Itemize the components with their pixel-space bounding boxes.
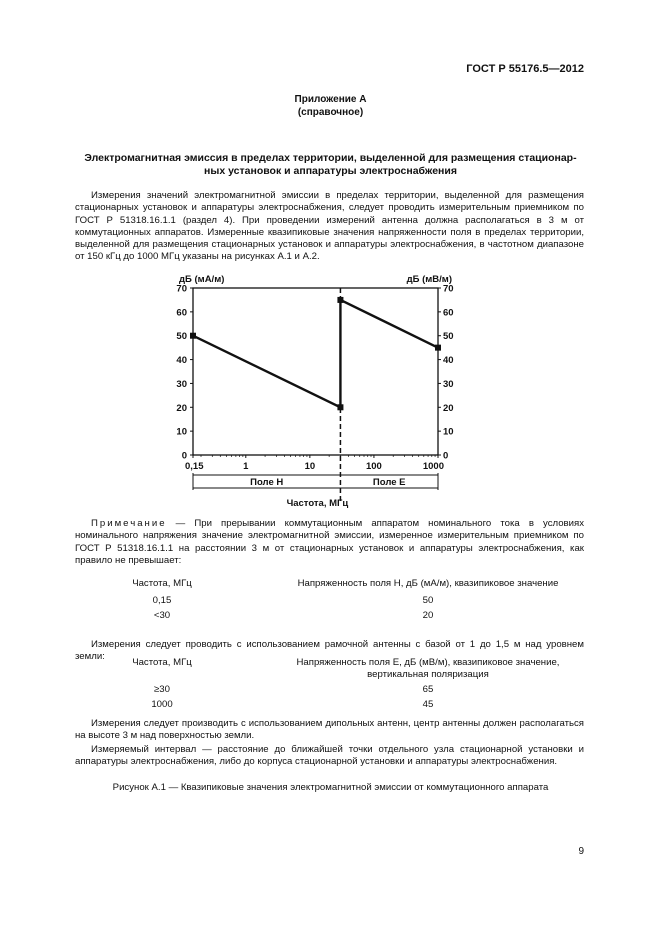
- y-right-tick-label: 60: [443, 307, 454, 319]
- y-right-tick-label: 20: [443, 402, 454, 414]
- y-right-tick-label: 0: [443, 450, 449, 462]
- y-left-tick-label: 50: [176, 331, 187, 343]
- section-title-line-2: ных установок и аппаратуры электроснабжения: [204, 165, 457, 177]
- appendix-heading: [0, 93, 661, 119]
- dipole-paragraph: Измерения следует производить с использованием дипольных антенн, центр антенны должен располагаться на высоте 3 м над поверхностью земли.: [75, 718, 584, 742]
- table-h-row-2-freq: <30: [153, 610, 171, 621]
- figure-caption: Рисунок А.1 — Квазипиковые значения электромагнитной эмиссии от коммутационного аппарата: [112, 782, 549, 793]
- loop-antenna-paragraph: Измерения следует проводить с использованием рамочной антенны с базой от 1 до 1,5 м над уровнем земли:: [75, 639, 584, 663]
- x-tick-label: 100: [365, 461, 382, 472]
- y-left-tick-label: 0: [181, 450, 187, 462]
- x-tick-label: 10: [304, 461, 316, 472]
- table-e-col2-header-line-2: вертикальная поляризация: [367, 669, 489, 680]
- table-e-row-2-freq: 1000: [151, 699, 173, 710]
- x-axis-label: Частота, МГц: [286, 498, 349, 509]
- table-h-row-2-value: 20: [422, 610, 434, 621]
- interval-paragraph: Измеряемый интервал — расстояние до ближайшей точки отдельного узла стационарной установки и аппаратуры электроснабжения, либо до корпуса стационарной установки и аппаратуры электроснабжения.: [75, 744, 584, 768]
- y-left-tick-label: 70: [176, 283, 187, 295]
- table-h-row-1-value: 50: [422, 595, 434, 606]
- y-right-tick-label: 50: [443, 331, 454, 343]
- y-left-tick-label: 10: [176, 426, 187, 438]
- table-e-col2-header: [283, 657, 573, 681]
- document-header: ГОСТ Р 55176.5—2012: [466, 63, 584, 75]
- y-right-tick-label: 70: [443, 283, 454, 295]
- series-line-1: [193, 300, 438, 407]
- table-e-col1-header: Частота, МГц: [132, 657, 192, 668]
- y-right-axis-label: дБ (мВ/м): [406, 274, 452, 285]
- appendix-subtitle: (справочное): [297, 107, 364, 118]
- emission-chart: [0, 268, 661, 513]
- y-right-tick-label: 10: [443, 426, 454, 438]
- data-point-marker: [337, 404, 343, 410]
- region-e-label: Поле Е: [372, 477, 406, 488]
- note-paragraph: [75, 518, 584, 567]
- appendix-title: Приложение А: [294, 94, 367, 105]
- data-point-marker: [435, 345, 441, 351]
- table-e-col2-header-line-1: Напряженность поля Е, дБ (мВ/м), квазипиковое значение,: [296, 657, 560, 668]
- plot-frame: [193, 288, 438, 455]
- y-left-tick-label: 60: [176, 307, 187, 319]
- y-left-tick-label: 20: [176, 402, 187, 414]
- section-title: [40, 152, 621, 178]
- table-h-col2-header: Напряженность поля Н, дБ (мА/м), квазипиковое значение: [297, 578, 559, 589]
- page-number: 9: [578, 846, 584, 857]
- table-e-row-1-freq: ≥30: [154, 684, 170, 695]
- table-h-col1-header: Частота, МГц: [132, 578, 192, 589]
- y-left-tick-label: 40: [176, 355, 187, 367]
- section-title-line-1: Электромагнитная эмиссия в пределах территории, выделенной для размещения стационар-: [84, 152, 577, 164]
- table-e-row-1-value: 65: [422, 684, 434, 695]
- table-h-row-1-freq: 0,15: [152, 595, 172, 606]
- note-label: Примечание: [91, 518, 167, 529]
- y-left-tick-label: 30: [176, 378, 187, 390]
- x-tick-label: 1: [243, 461, 249, 472]
- x-tick-label: 0,15: [185, 461, 204, 472]
- y-right-tick-label: 40: [443, 355, 454, 367]
- y-right-tick-label: 30: [443, 378, 454, 390]
- intro-paragraph: Измерения значений электромагнитной эмиссии в пределах территории, выделенной для размещения стационарных установок и аппаратуры электроснабжения, следует проводить измерительным приемником по ГОСТ Р 51318.16.1.1 (раздел 4). При проведении измерений антенна должна располагаться в 3 м от коммутационных аппаратов. Измеренные квазипиковые значения напряженности поля в пределах территории, выделенной для размещения стационарных установок и аппаратуры электроснабжения, в частотном диапазоне от 150 кГц до 1000 МГц указаны на рисунках А.1 и А.2.: [75, 190, 584, 263]
- data-point-marker: [190, 333, 196, 339]
- chart-layer: [176, 274, 453, 509]
- table-e-row-2-value: 45: [422, 699, 434, 710]
- note-text: — При прерывании коммутационным аппаратом номинального тока в условиях номинального напряжения значение электромагнитной эмиссии, измеренное измерительным приемником по ГОСТ Р 51318.16.1.1 на расстоянии 3 м от стационарных установок и аппаратуры электроснабжения, как правило не превышает:: [75, 518, 584, 566]
- x-tick-label: 1000: [422, 461, 444, 472]
- data-point-marker: [337, 297, 343, 303]
- y-left-axis-label: дБ (мА/м): [179, 274, 225, 285]
- region-h-label: Поле Н: [250, 477, 284, 488]
